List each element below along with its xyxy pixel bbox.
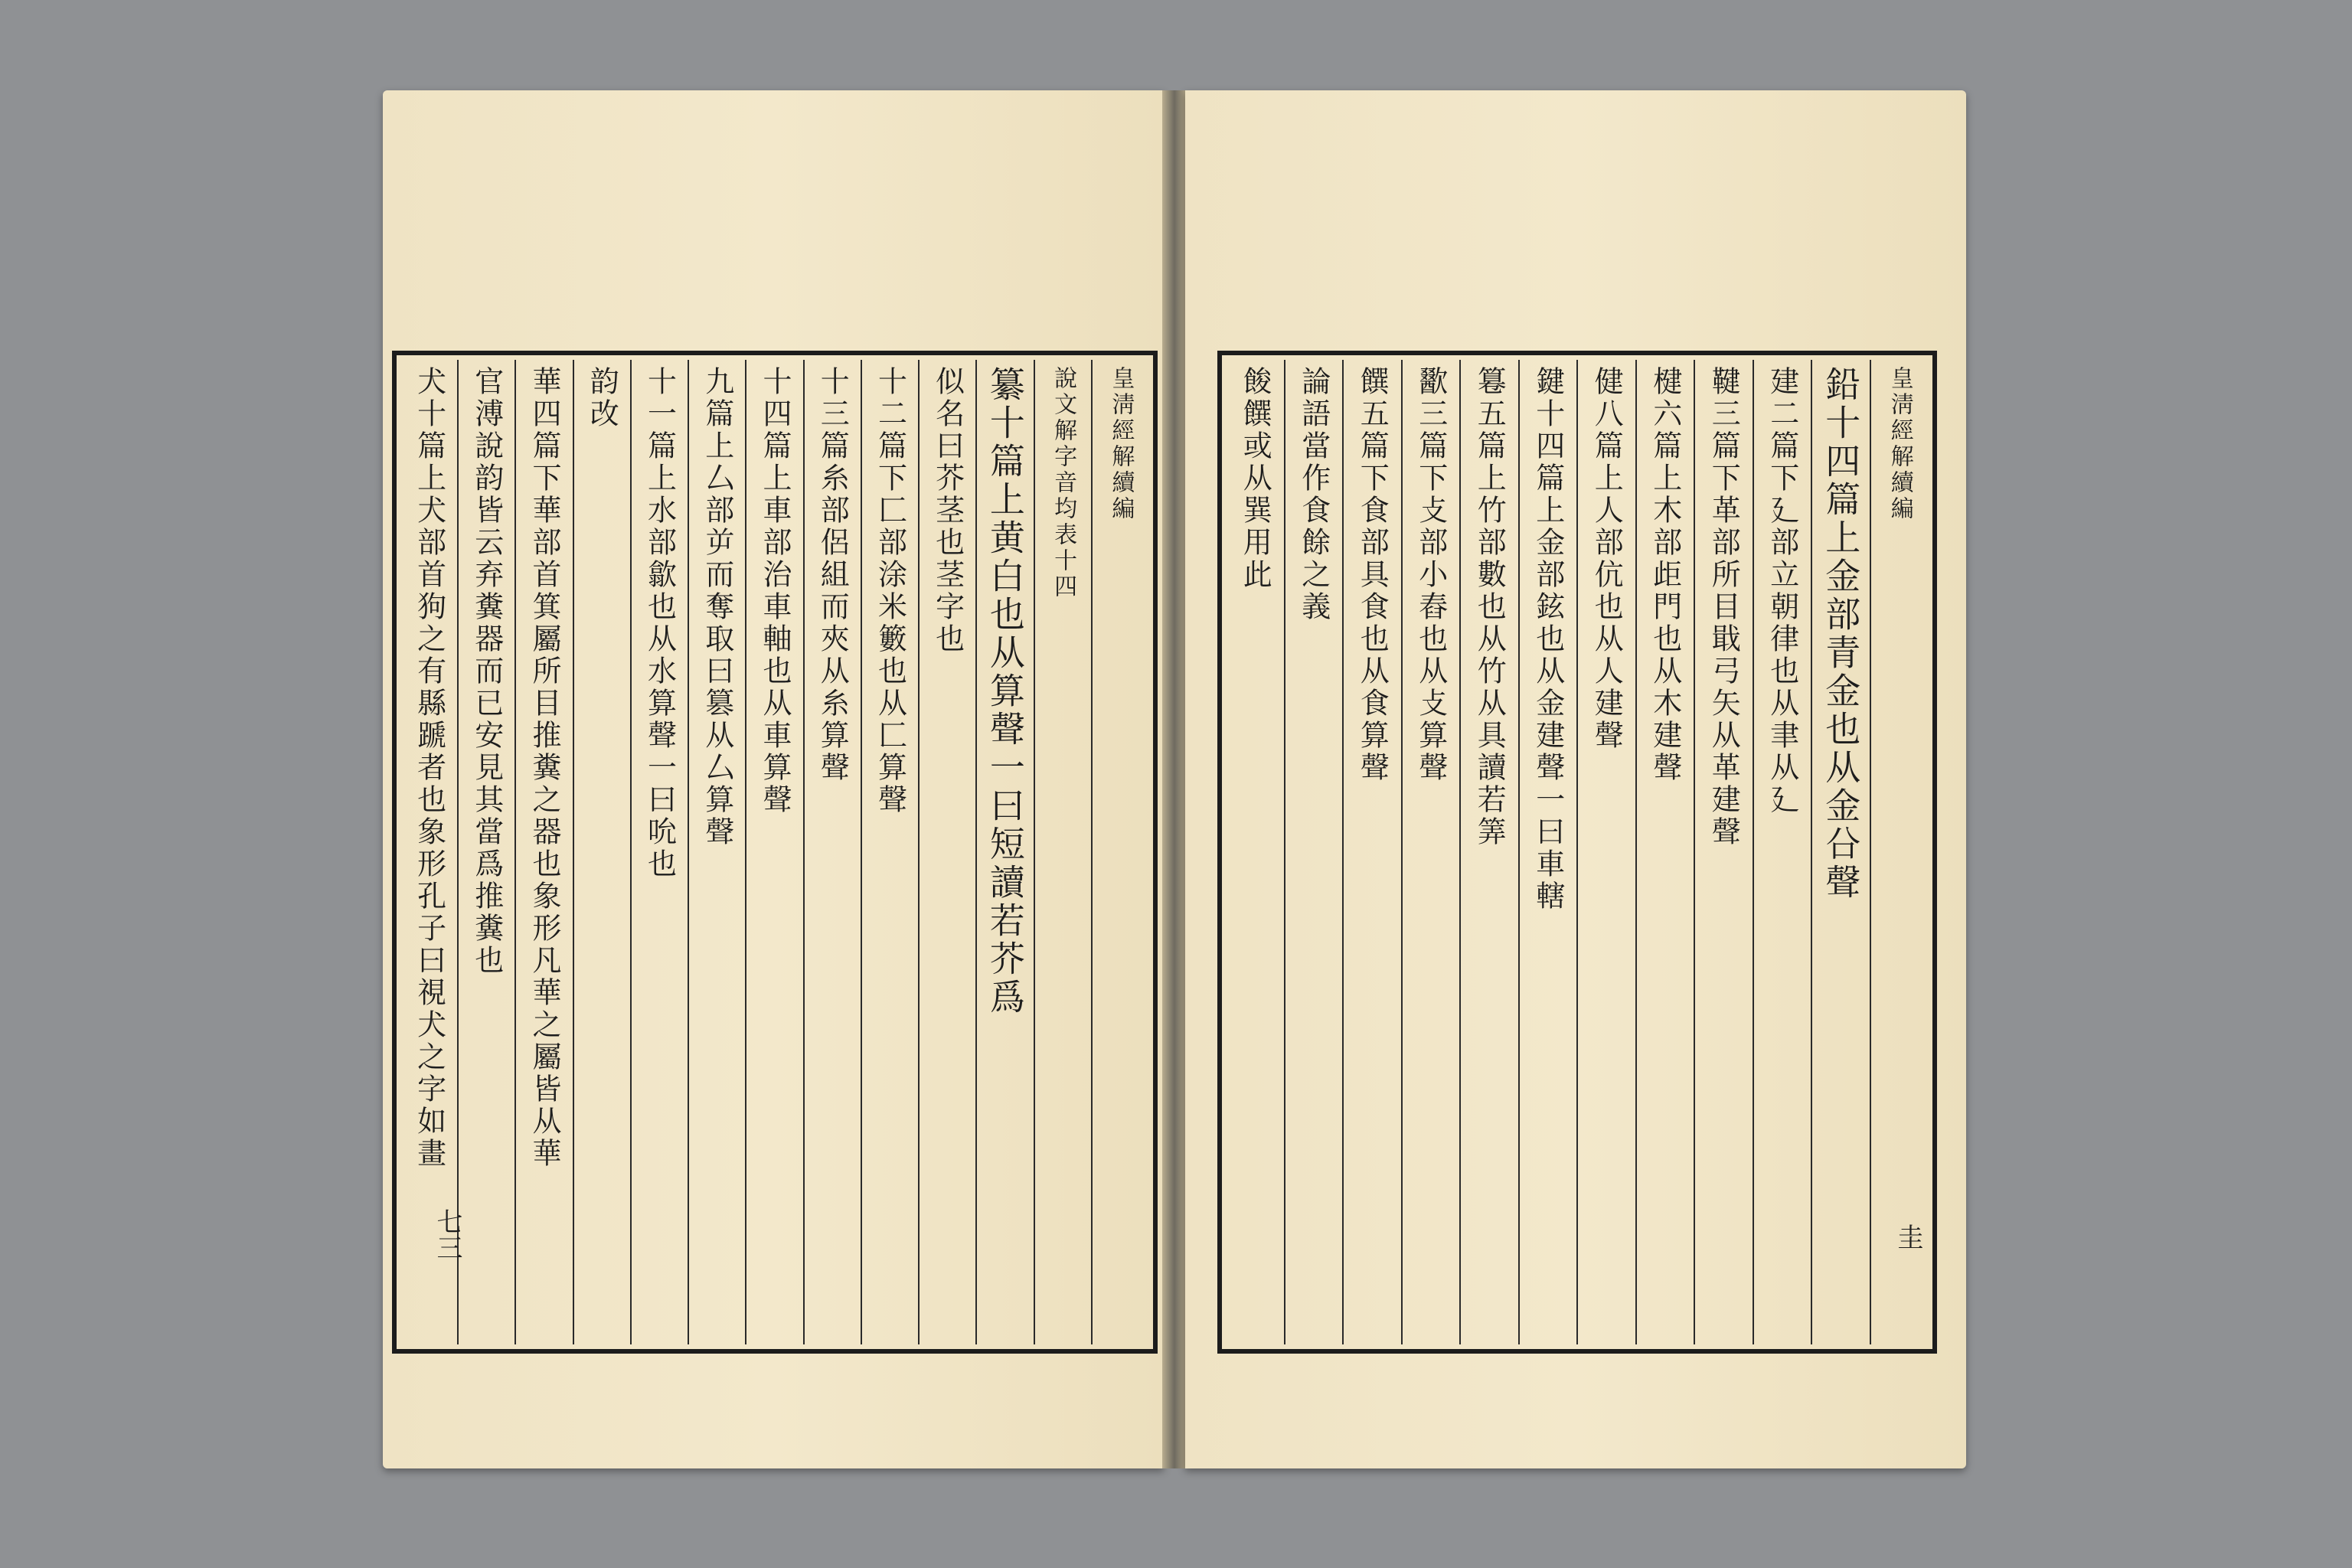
column-text: 華四篇下華部首箕屬所目推糞之器也象形凡華之屬皆从華 [528, 366, 562, 1170]
open-book [383, 90, 1975, 1468]
right-page-number: 圭 [1893, 1223, 1923, 1250]
text-column [745, 360, 802, 1344]
column-text: 鍵十四篇上金部鉉也从金建聲一曰車轄 [1530, 366, 1565, 913]
column-text: 健八篇上人部伉也从人建聲 [1589, 366, 1624, 752]
text-column [630, 360, 688, 1344]
right-page-columns [1227, 360, 1928, 1344]
column-text: 鞬三篇下革部所目戢弓矢从革建聲 [1707, 366, 1741, 848]
left-page-columns [401, 360, 1148, 1344]
text-column [1459, 360, 1518, 1344]
text-column [514, 360, 572, 1344]
text-column [1753, 360, 1811, 1344]
text-column [861, 360, 918, 1344]
column-text: 官溥說韵皆云弃糞器而已安見其當爲推糞也 [469, 366, 504, 977]
column-text: 餕饌或从巽用此 [1238, 366, 1272, 591]
book-gutter [1162, 90, 1187, 1468]
left-page [383, 90, 1164, 1468]
right-page-frame [1217, 351, 1937, 1354]
column-text: 纂十篇上黄白也从算聲一曰短讀若芥爲 [984, 366, 1026, 1017]
right-page [1185, 90, 1966, 1468]
right-banner-column [1870, 360, 1929, 1344]
text-column [401, 360, 457, 1344]
text-column [1576, 360, 1635, 1344]
left-page-frame [392, 351, 1158, 1354]
text-column [1694, 360, 1753, 1344]
column-text: 似名曰芥茎也茎字也 [930, 366, 965, 655]
column-text: 十四篇上車部治車軸也从車算聲 [757, 366, 792, 816]
column-text: 犬十篇上犬部首狗之有縣蹏者也象形孔子曰視犬之字如畫 [412, 366, 446, 1170]
left-banner-text: 皇淸經解續編 [1107, 366, 1135, 522]
left-banner-column [1091, 360, 1148, 1344]
column-text: 論語當作食餘之義 [1296, 366, 1331, 623]
column-text: 十一篇上水部歙也从水算聲一曰吮也 [642, 366, 677, 880]
column-text: 建二篇下廴部立朝律也从聿从廴 [1765, 366, 1799, 816]
text-column [688, 360, 745, 1344]
text-column [1401, 360, 1460, 1344]
text-column [1342, 360, 1401, 1344]
column-text: 韵改 [585, 366, 619, 430]
right-banner-text: 皇淸經解續編 [1886, 366, 1913, 522]
column-text: 九篇上厶部屰而奪取曰篡从厶算聲 [700, 366, 734, 848]
text-column [573, 360, 630, 1344]
column-text: 十二篇下匚部涂米籔也从匚算聲 [873, 366, 907, 816]
column-text: 十三篇糸部侶組而夾从糸算聲 [815, 366, 850, 784]
column-text: 歠三篇下攴部小舂也从攴算聲 [1413, 366, 1448, 784]
left-title-text: 說文解字音均表十四 [1050, 366, 1077, 600]
text-column [1284, 360, 1343, 1344]
text-column [975, 360, 1033, 1344]
text-column [1227, 360, 1284, 1344]
column-text: 鉛十四篇上金部青金也从金㕣聲 [1820, 366, 1862, 902]
column-text: 篹五篇上竹部數也从竹从具讀若筭 [1472, 366, 1507, 848]
text-column [803, 360, 861, 1344]
text-column [1518, 360, 1577, 1344]
column-text: 楗六篇上木部歫門也从木建聲 [1648, 366, 1682, 784]
left-page-number: 七三 [432, 1208, 462, 1260]
text-column [457, 360, 514, 1344]
text-column [1635, 360, 1694, 1344]
left-title-column [1034, 360, 1091, 1344]
column-text: 饌五篇下食部具食也从食算聲 [1355, 366, 1390, 784]
text-column [1811, 360, 1870, 1344]
text-column [918, 360, 975, 1344]
